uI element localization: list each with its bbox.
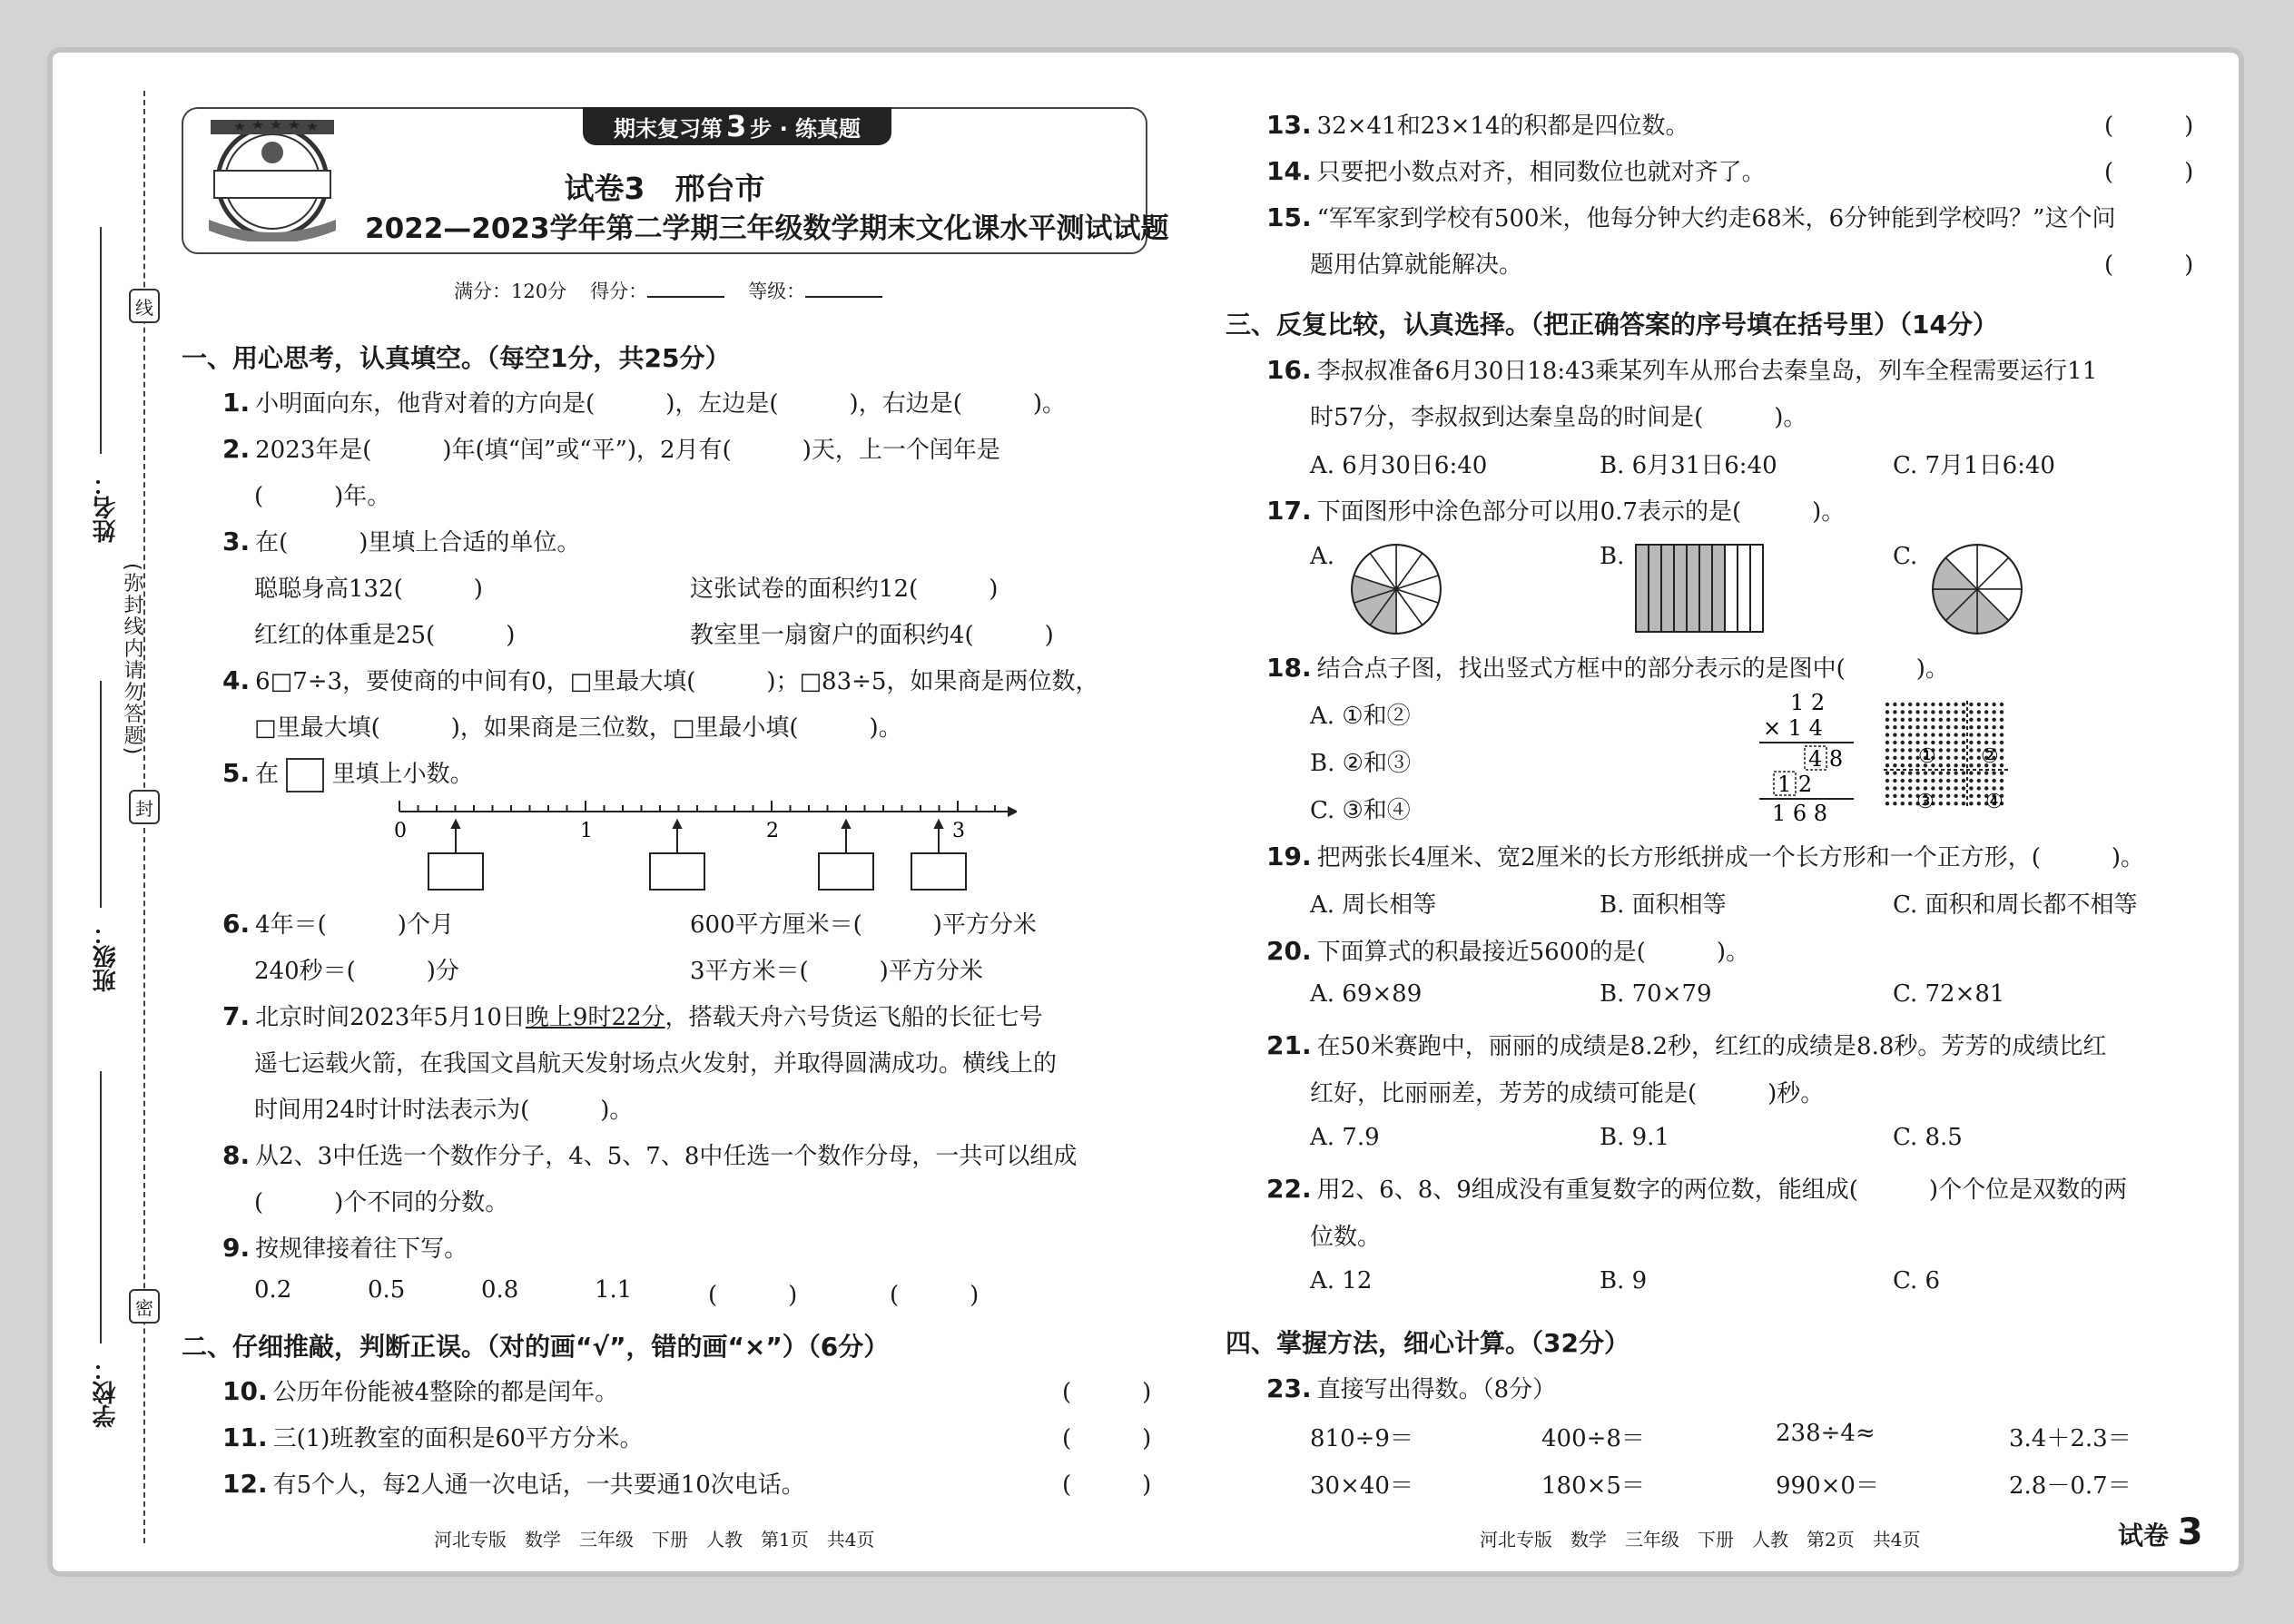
option-c: C. xyxy=(1893,543,1918,570)
section-3-title: 三、反复比较，认真选择。（把正确答案的序号填在括号里）（14分） xyxy=(1226,310,1998,340)
svg-text:4 8: 4 8 xyxy=(1808,746,1844,772)
option-b: B. 9.1 xyxy=(1600,1124,1669,1151)
calc-item: 400÷8＝ xyxy=(1541,1425,1645,1452)
question-4: 4. 6□7÷3，要使商的中间有0，□里最大填( )；□83÷5，如果商是两位数， xyxy=(222,665,1099,695)
answer-paren: ( ) xyxy=(2104,159,2194,186)
option-b: B. 6月31日6:40 xyxy=(1600,452,1777,479)
class-label: 班级： xyxy=(93,921,120,992)
name-line[interactable] xyxy=(100,227,102,454)
tick-0: 0 xyxy=(394,820,407,842)
school-label: 学校： xyxy=(93,1357,120,1428)
tick-3: 3 xyxy=(952,820,965,842)
calc-item: 238÷4≈ xyxy=(1776,1420,1876,1447)
svg-text:1 2: 1 2 xyxy=(1777,772,1813,797)
fraction-strip-b xyxy=(1634,543,1767,634)
question-1: 1. 小明面向东，他背对着的方向是( )，左边是( )，右边是( )。 xyxy=(222,388,1066,418)
score-line: 满分：120分 得分： 等级： xyxy=(454,277,906,304)
answer-paren: ( ) xyxy=(2104,251,2194,279)
class-line[interactable] xyxy=(100,681,102,908)
calc-item: 990×0＝ xyxy=(1776,1472,1879,1500)
vertical-multiplication xyxy=(1752,690,1861,826)
section-4-title: 四、掌握方法，细心计算。（32分） xyxy=(1226,1328,1629,1358)
paper-number-badge: 试卷 3 xyxy=(2118,1511,2203,1553)
question-7-line3: 时间用24时计时法表示为( )。 xyxy=(254,1097,634,1124)
question-7-line2: 遥七运载火箭，在我国文昌航天发射场点火发射，并取得圆满成功。横线上的 xyxy=(254,1050,1058,1078)
fraction-circle-c xyxy=(1929,541,2025,637)
question-20: 20. 下面算式的积最接近5600的是( )。 xyxy=(1266,936,1750,966)
question-22-line2: 位数。 xyxy=(1310,1224,1382,1251)
blank-box xyxy=(286,758,324,792)
option-b: B. 70×79 xyxy=(1600,980,1712,1008)
answer-paren: ( ) xyxy=(1062,1425,1152,1452)
answer-paren: ( ) xyxy=(1062,1379,1152,1406)
svg-text:④: ④ xyxy=(1985,791,2004,813)
question-13: 13. 32×41和23×14的积都是四位数。 xyxy=(1266,110,1689,140)
question-6-a: 6. 4年＝( )个月 xyxy=(222,909,454,939)
calc-item: 30×40＝ xyxy=(1310,1472,1413,1500)
question-5: 5. 在 里填上小数。 xyxy=(222,755,474,792)
exam-header xyxy=(182,107,1169,254)
question-15-line2: 题用估算就能解决。 xyxy=(1310,251,1523,279)
seal-line: 线 xyxy=(129,289,160,323)
question-21: 21. 在50米赛跑中，丽丽的成绩是8.2秒，红红的成绩是8.8秒。芳芳的成绩比红 xyxy=(1266,1030,2107,1060)
option-b: B. 9 xyxy=(1600,1267,1648,1294)
question-3-b: 这张试卷的面积约12( ) xyxy=(690,576,999,603)
seal-secret: 密 xyxy=(129,1289,160,1324)
sequence-item: 0.2 xyxy=(254,1276,292,1304)
question-15: 15. “军军家到学校有500米，他每分钟大约走68米，6分钟能到学校吗？”这个问 xyxy=(1266,202,2116,232)
section-1-title: 一、用心思考，认真填空。（每空1分，共25分） xyxy=(182,343,731,373)
question-16-line2: 时57分，李叔叔到达秦皇岛的时间是( )。 xyxy=(1310,404,1807,431)
school-line[interactable] xyxy=(100,1071,102,1343)
option-a: A. xyxy=(1310,543,1335,570)
question-16: 16. 李叔叔准备6月30日18:43乘某列车从邢台去秦皇岛，列车全程需要运行11 xyxy=(1266,355,2098,385)
sequence-blank: ( ) xyxy=(708,1282,798,1309)
calc-item: 3.4＋2.3＝ xyxy=(2009,1425,2132,1452)
option-c: C. 面积和周长都不相等 xyxy=(1893,891,2138,919)
question-2-line2: ( )年。 xyxy=(254,483,391,510)
exam-title: 试卷3 邢台市 xyxy=(564,171,765,206)
option-c: C. 7月1日6:40 xyxy=(1893,452,2055,479)
option-a: A. 12 xyxy=(1310,1267,1373,1294)
grade-blank[interactable] xyxy=(805,296,882,298)
seal-seal: 封 xyxy=(129,790,160,824)
question-3-d: 教室里一扇窗户的面积约4( ) xyxy=(690,622,1054,649)
question-3-c: 红红的体重是25( ) xyxy=(254,622,516,649)
option-c: C. 8.5 xyxy=(1893,1124,1963,1151)
option-a: A. 6月30日6:40 xyxy=(1310,452,1488,479)
option-b: B. xyxy=(1600,543,1625,570)
svg-text:1 2: 1 2 xyxy=(1790,690,1826,715)
calc-item: 2.8－0.7＝ xyxy=(2009,1472,2132,1500)
option-a: A. 69×89 xyxy=(1310,980,1423,1008)
question-12: 12. 有5个人，每2人通一次电话，一共要通10次电话。 xyxy=(222,1469,805,1499)
question-21-line2: 红好，比丽丽差，芳芳的成绩可能是( )秒。 xyxy=(1310,1080,1825,1107)
option-c: C. 6 xyxy=(1893,1267,1941,1294)
calc-item: 810÷9＝ xyxy=(1310,1425,1413,1452)
svg-text:②: ② xyxy=(1981,745,1999,768)
question-4-line2: □里最大填( )，如果商是三位数，□里最小填( )。 xyxy=(254,714,902,742)
dot-grid-figure xyxy=(1884,701,2011,815)
question-18: 18. 结合点子图，找出竖式方框中的部分表示的是图中( )。 xyxy=(1266,653,1949,683)
option-b: B. 面积相等 xyxy=(1600,891,1727,919)
question-6-b: 600平方厘米＝( )平方分米 xyxy=(690,911,1037,939)
question-3: 3. 在( )里填上合适的单位。 xyxy=(222,527,581,556)
score-blank[interactable] xyxy=(647,296,724,298)
question-19: 19. 把两张长4厘米、宽2厘米的长方形纸拼成一个长方形和一个正方形，( )。 xyxy=(1266,842,2144,871)
question-11: 11. 三(1)班教室的面积是60平方分米。 xyxy=(222,1422,644,1452)
number-line xyxy=(381,799,1017,899)
option-b: B. ②和③ xyxy=(1310,750,1411,777)
question-7: 7. 北京时间2023年5月10日晚上9时22分，搭载天舟六号货运飞船的长征七号 xyxy=(222,1001,1043,1031)
option-a: A. 7.9 xyxy=(1310,1124,1380,1151)
question-17: 17. 下面图形中涂色部分可以用0.7表示的是( )。 xyxy=(1266,496,1846,526)
answer-paren: ( ) xyxy=(1062,1471,1152,1499)
question-10: 10. 公历年份能被4整除的都是闰年。 xyxy=(222,1376,619,1406)
question-3-a: 聪聪身高132( ) xyxy=(254,576,483,603)
footer-right: 河北专版 数学 三年级 下册 人教 第2页 共4页 xyxy=(1480,1529,1921,1550)
option-a: A. 周长相等 xyxy=(1310,891,1437,919)
option-c: C. 72×81 xyxy=(1893,980,2005,1008)
question-22: 22. 用2、6、8、9组成没有重复数字的两位数，能组成( )个个位是双数的两 xyxy=(1266,1174,2128,1204)
option-a: A. ①和② xyxy=(1310,703,1411,730)
svg-text:1 6 8: 1 6 8 xyxy=(1772,801,1828,826)
footer-left: 河北专版 数学 三年级 下册 人教 第1页 共4页 xyxy=(434,1529,875,1550)
question-9: 9. 按规律接着往下写。 xyxy=(222,1233,468,1263)
question-23: 23. 直接写出得数。（8分） xyxy=(1266,1373,1557,1403)
sequence-item: 0.8 xyxy=(481,1276,519,1304)
sequence-item: 0.5 xyxy=(368,1276,406,1304)
review-step-tab: 期末复习第 3 步 · 练真题 xyxy=(583,107,891,145)
question-6-d: 3平方米＝( )平方分米 xyxy=(690,958,983,985)
name-label: 姓名： xyxy=(93,472,120,543)
svg-text:× 1 4: × 1 4 xyxy=(1763,715,1823,741)
exam-subtitle: 2022—2023学年第二学期三年级数学期末文化课水平测试试题 xyxy=(365,212,1169,245)
question-2: 2. 2023年是( )年(填“闰”或“平”)，2月有( )天，上一个闰年是 xyxy=(222,434,1000,464)
question-8-line2: ( )个不同的分数。 xyxy=(254,1189,509,1216)
calc-item: 180×5＝ xyxy=(1541,1472,1645,1500)
tick-2: 2 xyxy=(766,820,779,842)
option-c: C. ③和④ xyxy=(1310,797,1411,824)
fraction-circle-a xyxy=(1348,541,1444,637)
tick-1: 1 xyxy=(580,820,593,842)
svg-text:③: ③ xyxy=(1916,791,1935,813)
sequence-item: 1.1 xyxy=(595,1276,633,1304)
seal-note: (弥封线内请勿答题) xyxy=(121,563,143,757)
question-14: 14. 只要把小数点对齐，相同数位也就对齐了。 xyxy=(1266,156,1766,186)
section-2-title: 二、仔细推敲，判断正误。（对的画“√”，错的画“×”）（6分） xyxy=(182,1332,890,1362)
sequence-blank: ( ) xyxy=(890,1282,980,1309)
question-6-c: 240秒＝( )分 xyxy=(254,958,459,985)
answer-paren: ( ) xyxy=(2104,113,2194,140)
question-8: 8. 从2、3中任选一个数作分子，4、5、7、8中任选一个数作分母，一共可以组成 xyxy=(222,1140,1078,1170)
svg-text:①: ① xyxy=(1918,745,1936,768)
